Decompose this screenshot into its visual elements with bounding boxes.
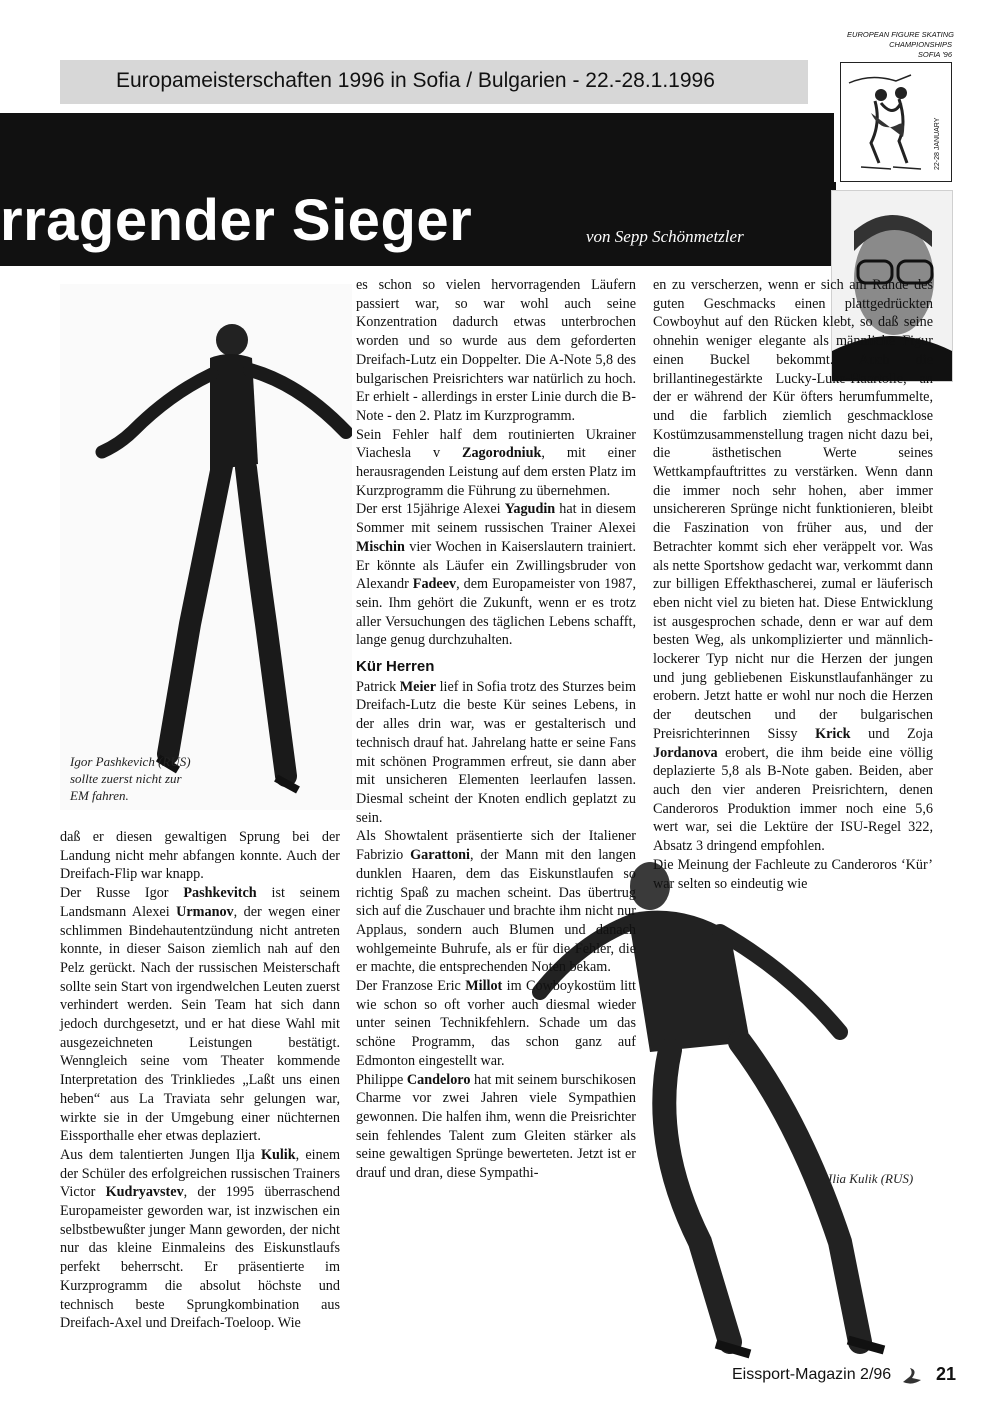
col3-paragraph-1: en zu verscherzen, wenn er sich am Rande des guten Geschmacks einen plattgedrückten Cowboyhut auf den Rücken klebt, so daß seine ohnehin weniger elegante als männliche Figur einen Buckel bekommt. Auch die brillantinegestärkte Lucky-Luke-Haartolle, an der er während der Kür öfters herumfummelte, und die farblich ziemlich geschmacklose Kostümzusammenstellung tragen nicht dazu bei, die ästhetischen Werte seines Wettkampfauftrittes zu verstärken. Wenn dann die immer noch sehr hohen, aber immer unsichereren Sprünge nicht funktionieren, bleibt die Faszination von früher aus, und der Betrachter kommt sich eher veräppelt vor. Was als nette Sportshow gedacht war, verkommt dann zur billigen Effekthascherei, zumal er läuferisch eben nicht viel zu bieten hat. Diese Entwicklung ist ausgesprochen schade, denn er war auf dem besten Weg, als unkomplizierter und männlich-lockerer Typ nicht nur die Herzen der jungen und jung gebliebenen Eiskunstlaufanhänger zu erobern. Jetzt hatte er wohl nur noch die Herzen der deutschen und der bulgarischen Preisrichterinnen Sissy Krick und Zoja Jordanova erobert, die ihm beide eine völlig deplazierte 5,8 als B-Note gaben. Beiden, aber auch den vier anderen Preisrichtern, denen Canderoros Produktion immer noch eine 5,6 wert war, sei die Lektüre der ISU-Regel 322, Absatz 3 dringend empfohlen. [653, 277, 934, 855]
col2-paragraph-6: Der Franzose Eric Millot im Cowboykostüm litt wie schon so oft vorher auch diesmal wieder unter seinen Technikfehlern. Schade um das schöne Programm, das schon ganz auf Edmonton eingestellt war. [356, 978, 636, 1069]
kulik-caption: Ilia Kulik (RUS) [828, 1171, 914, 1186]
col2-paragraph-3: Der erst 15jährige Alexei Yagudin hat in diesem Sommer mit seinem russischen Trainer Alexei Mischin vier Wochen in Kaiserslautern trainiert. Er könnte als Läufer ein Zwillingsbruder von Alexandr Fadeev, dem Europameister von 1987, sein. Ihm gehört die Zukunft, wenn er es trotz aller Versuchungen des täglichen Lebens schafft, lange genug durchzuhalten. [356, 501, 636, 649]
column-3 [653, 276, 933, 893]
swan-logo-icon [900, 1364, 924, 1388]
col2-paragraph-2: Sein Fehler half dem routinierten Ukrainer Viachesla v Zagorodniuk, mit einer herausragenden Leistung auf dem ersten Platz im Kurzprogramm die Führung zu übernehmen. [356, 426, 636, 499]
logo-line-2: CHAMPIONSHIPS [889, 40, 952, 49]
col2-paragraph-1: es schon so vielen hervorragenden Läufern passiert war, so war wohl auch seine Konzentration dadurch etwas unterbrochen worden und so wurde aus dem geforderten Dreifach-Lutz ein Doppelter. Die A-Note 5,8 des bulgarischen Preisrichters war natürlich zu hoch. Er erhielt - allerdings in erster Linie durch die B-Note - den 2. Platz im Kurzprogramm. [356, 277, 636, 424]
pashkevich-photo [60, 284, 352, 810]
col1-paragraph-3: Aus dem talentierten Jungen Ilja Kulik, einem der Schüler des erfolgreichen russischen Trainers Victor Kudryavstev, der 1995 überraschend Europameister geworden war, ist inzwischen ein selbstbewußter junger Mann geworden, der nicht nur das kleine Einmaleins des Eiskunstlaufs perfekt beherrscht. Er präsentierte im Kurzprogramm die absolut höchste und technisch beste Sprungkombination aus Dreifach-Axel und Dreifach-Toeloop. Wie [60, 1146, 340, 1332]
pashkevich-caption: Igor Pashkevich (RUS) sollte zuerst nicht zur EM fahren. [70, 754, 191, 803]
championship-logo [834, 30, 956, 182]
col1-paragraph-1: daß er diesen gewaltigen Sprung bei der Landung nicht mehr abfangen konnte. Auch der Dreifach-Flip war knapp. [60, 829, 340, 883]
page-title: rragender Sieger [0, 188, 473, 253]
byline: von Sepp Schönmetzler [586, 227, 744, 246]
magazine-name: Eissport-Magazin 2/96 [732, 1366, 892, 1383]
col2-paragraph-5: Als Showtalent präsentierte sich der Italiener Fabrizio Garattoni, der Mann mit den langen dunklen Haaren, dem das Eiskunstlaufen so richtig Spaß zu machen scheint. Das übertrug sich auf die Zuschauer und brachte ihm nicht nur Applaus, sondern auch Blumen und danach wohlgemeinte Buhrufe, als er für die Fehler, die er machte, die entsprechenden Noten bekam. [356, 828, 637, 976]
logo-line-1: EUROPEAN FIGURE SKATING [847, 30, 954, 39]
event-banner [60, 60, 808, 104]
footer [700, 1364, 960, 1390]
title-bar [0, 113, 836, 266]
col2-paragraph-7: Philippe Candeloro hat mit seinem burschikosen Charme vor zwei Jahren viele Sympathien gewonnen. Die halfen ihm, wenn die Preisrichter sein fehlendes Talent zum Gleiten stärker als seine gewaltigen Sprünge bewerteten. Jetzt ist er drauf und dran, diese Sympathi- [356, 1071, 636, 1182]
col2-paragraph-4: Patrick Meier lief in Sofia trotz des Sturzes beim Dreifach-Lutz die beste Kür seines Lebens, in der alles drin war, was er gestalterisch und technisch drauf hat. Jahrelang hatte er seine Fans mit schönen Programmen erfreut, sie dann aber mit unsicheren Elementen leerlaufen lassen. Diesmal scheint der Knoten endlich geplatzt zu sein. [356, 678, 637, 826]
event-line: Europameisterschaften 1996 in Sofia / Bulgarien - 22.-28.1.1996 [116, 69, 715, 92]
skating-pair-icon [841, 63, 941, 179]
skater-pashkevich-icon [60, 284, 352, 810]
col3-paragraph-2: Die Meinung der Fachleute zu Canderoros ‘Kür’ war selten so eindeutig wie [653, 856, 933, 892]
logo-line-3: SOFIA '96 [917, 50, 952, 59]
column-2 [356, 276, 636, 1183]
logo-date: 22-28 JANUARY [934, 117, 941, 170]
col1-paragraph-2: Der Russe Igor Pashkevitch ist seinem Landsmann Alexei Urmanov, der wegen einer schlimmen Bindehautentzündung nicht antreten konnte, in dieser Saison ziemlich nah auf den Pelz gerückt. Nach der russischen Meisterschaft sollte sein Start von irgendwelchen Leuten zuerst verhindert werden. Sein Team hat sich dann jedoch durchgesetzt, und er hat diese Wahl mit ausgezeichneten Leistungen bestätigt. Wenngleich seine vom Theater kommende Interpretation des Trinkliedes „Laßt uns einen heben“ aus La Traviata sehr gelungen war, wirkte sie in der Umgebung einer nüchternen Eissporthalle eher etwas deplaziert. [60, 885, 341, 1145]
page-number: 21 [936, 1364, 957, 1384]
section-heading-kuer-herren: Kür Herren [356, 658, 435, 676]
column-1 [60, 828, 340, 1333]
